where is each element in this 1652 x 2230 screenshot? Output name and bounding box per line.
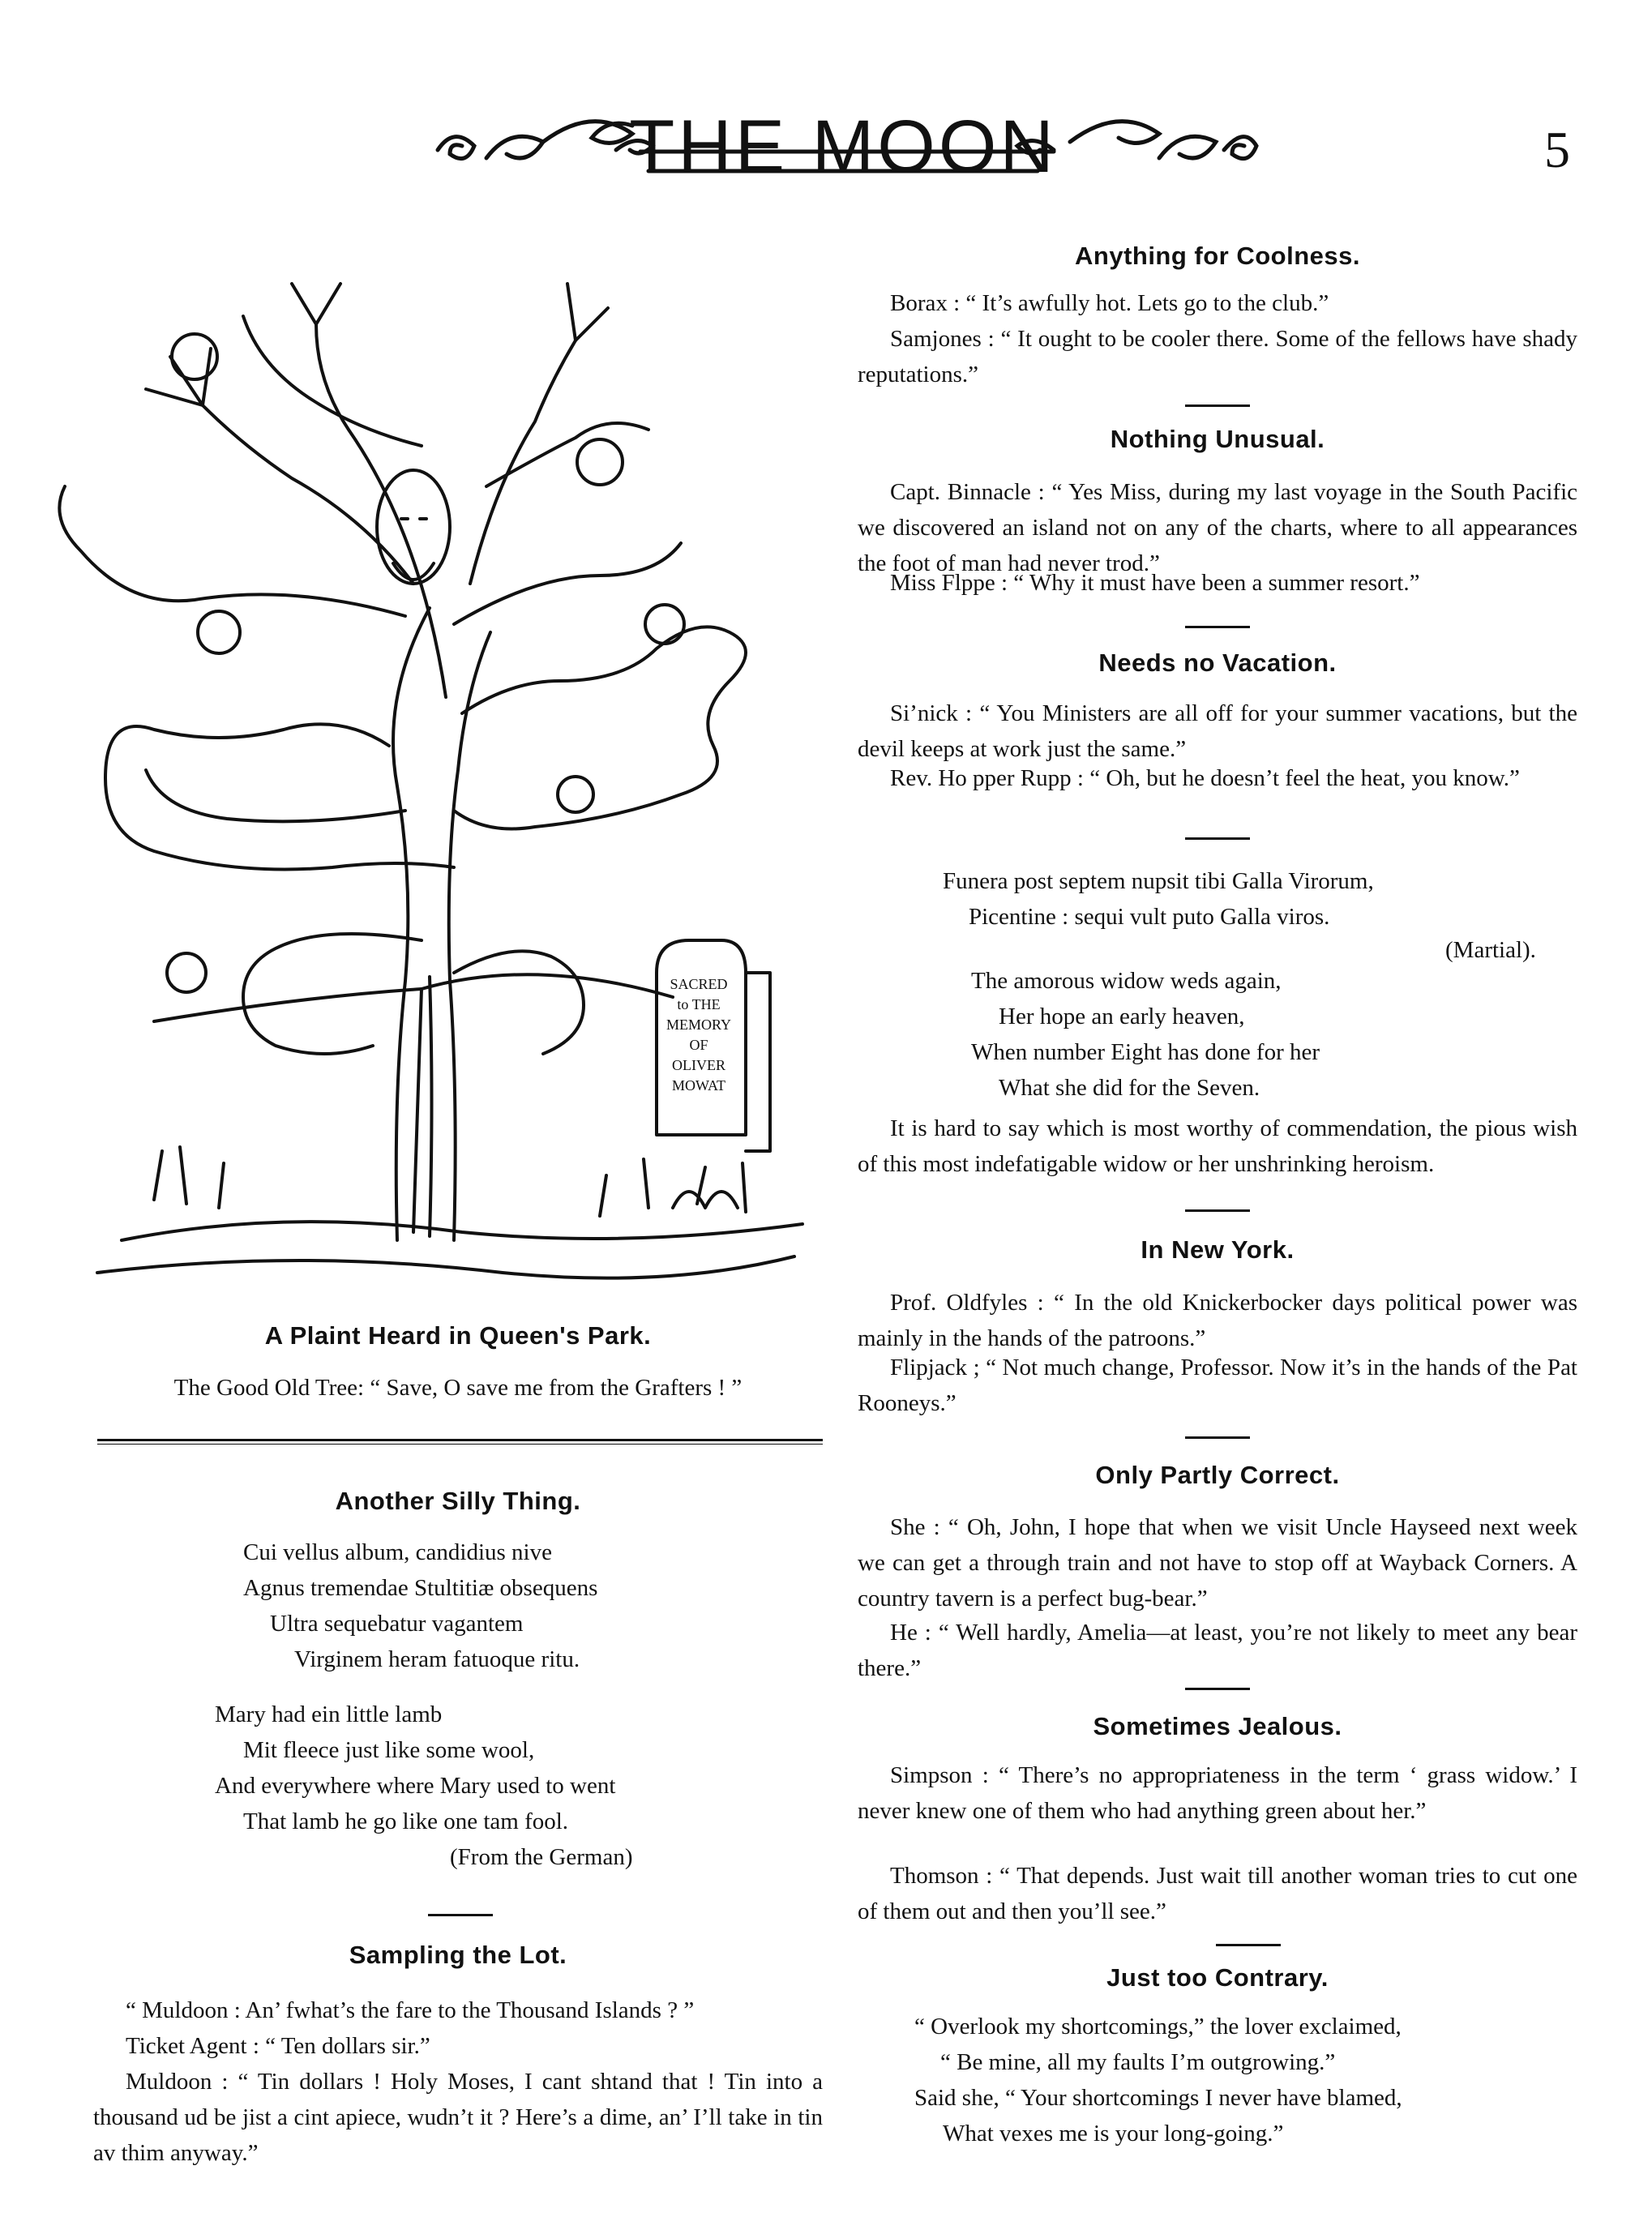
silly-source: (From the German) [450,1844,633,1870]
contrary-line: “ Be mine, all my faults I’m outgrowing.” [940,2049,1336,2075]
plaint-line: The Good Old Tree: “ Save, O save me from the Grafters ! ” [173,1375,743,1401]
jealous-para: Thomson : “ That depends. Just wait till another woman tries to cut one of them out and then you’ll see.” [858,1863,1577,1924]
unusual-heading: Nothing Unusual. [1110,425,1325,453]
silly-english-line: That lamb he go like one tam fool. [243,1808,569,1834]
vine-head [645,605,684,644]
martial-comment: It is hard to say which is most worthy of commendation, the pious wish of this most indefatigable widow or her unshrinking heroism. [858,1115,1577,1177]
contrary-line: “ Overlook my shortcomings,” the lover exclaimed, [914,2014,1402,2040]
tombstone-text: SACRED [670,976,728,992]
short-rule [1185,404,1250,407]
silly-latin-line: Virginem heram fatuoque ritu. [294,1646,580,1672]
silly-latin-line: Ultra sequebatur vagantem [270,1611,524,1637]
silly-english-line: Mary had ein little lamb [215,1701,443,1727]
tombstone-text: MEMORY [666,1017,732,1033]
silly-english-line: And everywhere where Mary used to went [215,1773,616,1799]
plaint-heading: A Plaint Heard in Queen's Park. [264,1321,652,1350]
short-rule [1185,1436,1250,1439]
tree-branch [316,324,446,697]
grafter-vine [59,486,405,616]
jealous-heading: Sometimes Jealous. [1093,1712,1342,1740]
silly-latin-line: Cui vellus album, candidius nive [243,1539,552,1565]
tombstone-text: OF [689,1037,708,1053]
coolness-heading: Anything for Coolness. [1075,242,1360,270]
martial-source: (Martial). [1445,937,1536,963]
jealous-para: Simpson : “ There’s no appropriateness in the term ‘ grass widow.’ I never knew one of them who had anything green about her.” [858,1762,1577,1824]
short-rule [1185,626,1250,628]
tombstone-text: MOWAT [672,1077,725,1094]
short-rule [428,1914,493,1916]
contrary-line: Said she, “ Your shortcomings I never have blamed, [914,2085,1402,2111]
contrary-heading: Just too Contrary. [1106,1963,1329,1992]
hill-outline [154,974,673,1021]
tree-branch [470,340,576,584]
martial-latin-line: Picentine : sequi vult puto Galla viros. [969,904,1330,930]
partly-heading: Only Partly Correct. [1095,1461,1340,1489]
silly-english-line: Mit fleece just like some wool, [243,1737,535,1763]
short-rule [1216,1944,1281,1946]
silly-heading: Another Silly Thing. [335,1487,581,1515]
vine-head [558,777,593,812]
grafter-vine [243,934,422,1054]
vacation-heading: Needs no Vacation. [1098,648,1337,677]
grafter-vine [486,423,648,486]
coolness-para: Borax : “ It’s awfully hot. Lets go to the club.” [890,290,1329,316]
sampling-para: Ticket Agent : “ Ten dollars sir.” [126,2033,430,2059]
grafter-vine [454,543,681,624]
tombstone-text: to THE [677,996,721,1012]
masthead-title: THE MOON [629,105,1057,188]
grafter-vine [105,724,454,869]
divider [97,1439,823,1441]
unusual-para: Miss Flppe : “ Why it must have been a summer resort.” [890,570,1420,596]
vine-head [198,611,240,653]
tombstone-text: OLIVER [672,1057,725,1073]
short-rule [1185,837,1250,840]
martial-english-line: What she did for the Seven. [999,1075,1260,1101]
martial-english-line: The amorous widow weds again, [971,968,1282,994]
partly-para: She : “ Oh, John, I hope that when we visit Uncle Hayseed next week we can get a through train and not have to stop off at Wayback Corners. A country tavern is a perfect bug-bear.” [858,1514,1577,1612]
short-rule [1185,1688,1250,1690]
grafter-vine [146,770,405,821]
page-number: 5 [1544,121,1570,178]
sampling-para: Muldoon : “ Tin dollars ! Holy Moses, I cant shtand that ! Tin into a thousand ud be jist a cint apiece, wudn’t it ? Here’s a dime, an’ I’ll take in tin av thim anyway.” [93,2069,823,2166]
ground-line [122,1222,802,1240]
vacation-para: Rev. Ho pper Rupp : “ Oh, but he doesn’t feel the heat, you know.” [890,765,1520,791]
masthead [422,101,1265,199]
martial-latin-line: Funera post septem nupsit tibi Galla Virorum, [943,868,1374,894]
newyork-para: Prof. Oldfyles : “ In the old Knickerbocker days political power was mainly in the hands of the patroons.” [858,1290,1577,1351]
sampling-heading: Sampling the Lot. [349,1941,567,1969]
divider [97,1444,823,1445]
old-man-face [377,470,450,584]
grafter-vine [454,627,746,828]
coolness-para: Samjones : “ It ought to be cooler there. Some of the fellows have shady reputations.” [858,326,1577,387]
martial-english-line: When number Eight has done for her [971,1039,1320,1065]
grafter-vine [243,316,422,446]
tree-trunk [393,608,430,1240]
sampling-para: “ Muldoon : An’ fwhat’s the fare to the Thousand Islands ? ” [126,1997,695,2023]
short-rule [1185,1209,1250,1212]
grafters-tree-illustration [32,243,811,1313]
grafter-vine [454,951,584,1054]
contrary-line: What vexes me is your long-going.” [943,2121,1284,2147]
martial-english-line: Her hope an early heaven, [999,1004,1245,1029]
silly-latin-line: Agnus tremendae Stultitiæ obsequens [243,1575,598,1601]
vine-head [577,439,623,485]
unusual-para: Capt. Binnacle : “ Yes Miss, during my last voyage in the South Pacific we discovered an island not on any of the charts, where to all appearances the foot of man had never trod.” [858,479,1577,576]
newyork-heading: In New York. [1141,1235,1295,1264]
vacation-para: Si’nick : “ You Ministers are all off for your summer vacations, but the devil keeps at work just the same.” [858,700,1577,762]
partly-para: He : “ Well hardly, Amelia—at least, you’re not likely to meet any bear there.” [858,1620,1577,1681]
vine-head [167,953,206,992]
newyork-para: Flipjack ; “ Not much change, Professor. Now it’s in the hands of the Pat Rooneys.” [858,1355,1577,1416]
